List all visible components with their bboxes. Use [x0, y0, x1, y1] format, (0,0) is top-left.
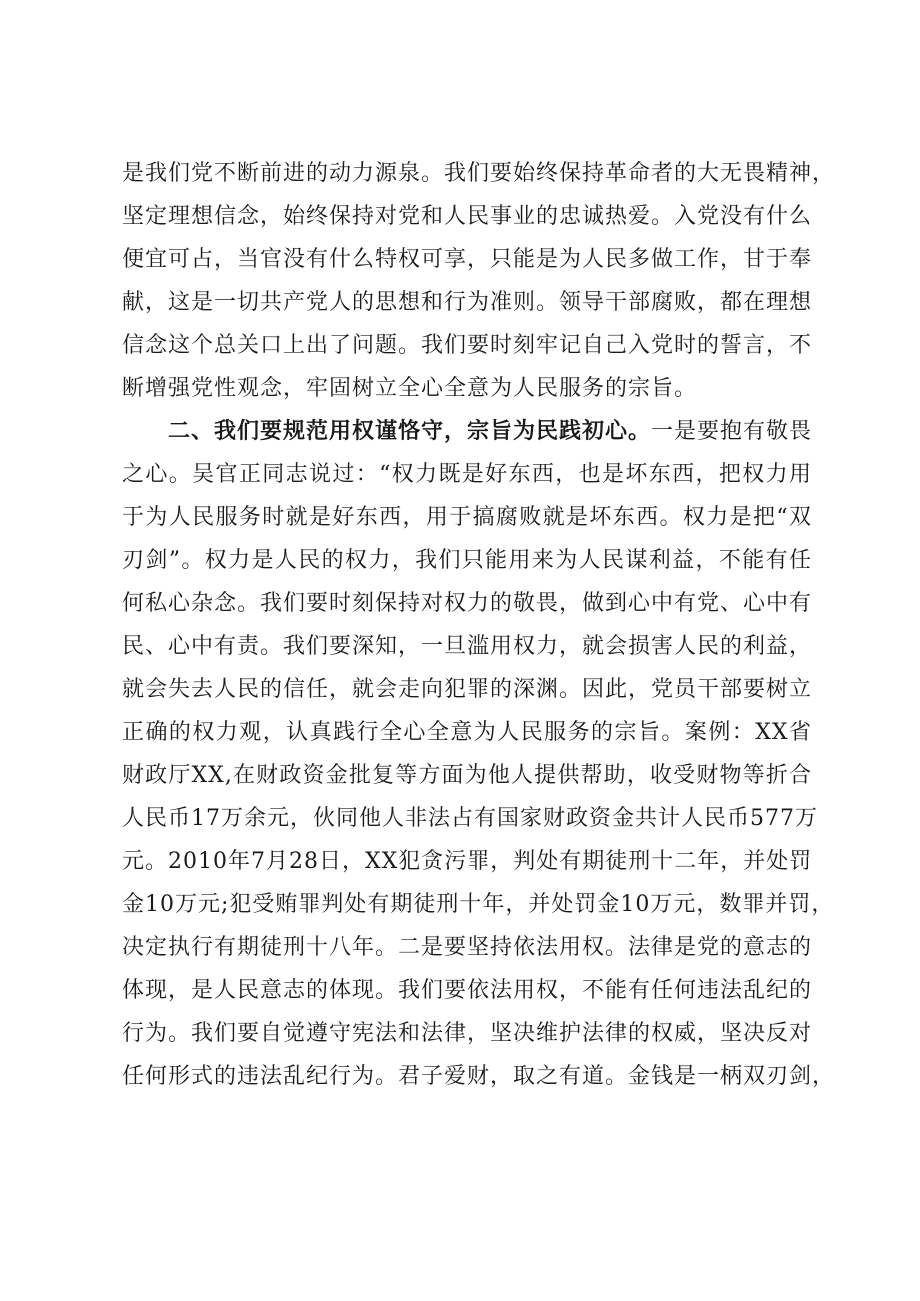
paragraph-2-line-7: 就会失去人民的信任，就会走向犯罪的深渊。因此，党员干部要树立 — [122, 677, 813, 702]
paragraph-2-line-12: 金10万元;犯受贿罪判处有期徒刑十年，并处罚金10万元，数罪并罚， — [122, 892, 835, 917]
paragraph-1-line-6: 断增强党性观念，牢固树立全心全意为人民服务的宗旨。 — [122, 376, 698, 401]
paragraph-1 — [122, 152, 836, 410]
paragraph-2-line-13: 决定执行有期徒刑十八年。二是要坚持依法用权。法律是党的意志的 — [122, 935, 813, 960]
paragraph-2-line-1-rest: 一是要抱有敬畏 — [651, 419, 813, 444]
paragraph-2-line-6: 民、心中有责。我们要深知，一旦滥用权力，就会损害人民的利益， — [122, 634, 813, 659]
paragraph-1-line-4: 献，这是一切共产党人的思想和行为准则。领导干部腐败，都在理想 — [122, 290, 813, 315]
paragraph-1-line-3: 便宜可占，当官没有什么特权可享，只能是为人民多做工作，甘于奉 — [122, 247, 813, 272]
paragraph-2-line-10: 人民币17万余元，伙同他人非法占有国家财政资金共计人民币577万 — [122, 806, 818, 831]
paragraph-1-line-5: 信念这个总关口上出了问题。我们要时刻牢记自己入党时的誓言，不 — [122, 333, 813, 358]
paragraph-2-line-3: 于为人民服务时就是好东西，用于搞腐败就是坏东西。权力是把“双 — [122, 505, 812, 530]
section-heading: 二、我们要规范用权谨恪守，宗旨为民践初心。 — [168, 419, 652, 444]
paragraph-2-line-16: 任何形式的违法乱纪行为。君子爱财，取之有道。金钱是一柄双刃剑， — [122, 1064, 836, 1089]
paragraph-2-line-4: 刃剑”。权力是人民的权力，我们只能用来为人民谋利益，不能有任 — [122, 548, 812, 573]
paragraph-2-line-11: 元。2010年7月28日，XX犯贪污罪，判处有期徒刑十二年，并处罚 — [122, 849, 813, 874]
paragraph-2-line-9: 财政厅XX,在财政资金批复等方面为他人提供帮助，收受财物等折合 — [122, 763, 812, 788]
paragraph-2-line-5: 何私心杂念。我们要时刻保持对权力的敬畏，做到心中有党、心中有 — [122, 591, 813, 616]
paragraph-1-line-1: 是我们党不断前进的动力源泉。我们要始终保持革命者的大无畏精神， — [122, 161, 836, 186]
document-body — [122, 152, 836, 1098]
paragraph-2-line-15: 行为。我们要自觉遵守宪法和法律，坚决维护法律的权威，坚决反对 — [122, 1021, 813, 1046]
paragraph-2-line-8: 正确的权力观，认真践行全心全意为人民服务的宗旨。案例：XX省 — [122, 720, 812, 745]
paragraph-1-line-2: 坚定理想信念，始终保持对党和人民事业的忠诚热爱。入党没有什么 — [122, 204, 813, 229]
paragraph-2-line-1 — [122, 410, 812, 453]
paragraph-2 — [122, 410, 836, 1098]
paragraph-2-line-14: 体现，是人民意志的体现。我们要依法用权，不能有任何违法乱纪的 — [122, 978, 813, 1003]
paragraph-2-line-2: 之心。吴官正同志说过：“权力既是好东西，也是坏东西，把权力用 — [122, 462, 812, 487]
